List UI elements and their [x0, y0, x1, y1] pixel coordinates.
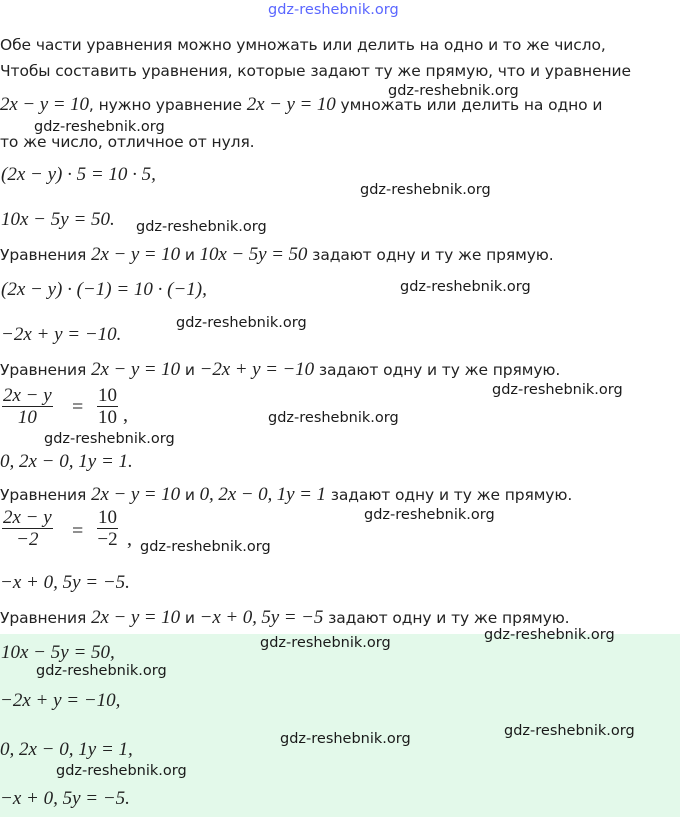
- step4-equation-2: −x + 0, 5y = −5.: [0, 572, 130, 593]
- intro-line-4: то же число, отличное от нуля.: [0, 133, 255, 151]
- conclusion-suffix: задают одну и ту же прямую.: [318, 361, 561, 379]
- fraction-numerator: 10: [98, 385, 117, 406]
- step4-fraction-left: [2, 508, 53, 551]
- watermark: gdz-reshebnik.org: [400, 279, 531, 295]
- fraction-numerator: 2x − y: [3, 507, 52, 528]
- conclusion-equation-2: 10x − 5y = 50: [199, 244, 308, 265]
- step4-conclusion: [0, 607, 570, 629]
- watermark: gdz-reshebnik.org: [36, 663, 167, 679]
- watermark: gdz-reshebnik.org: [492, 382, 623, 398]
- intro-equation-2: 2x − y = 10: [246, 94, 336, 115]
- conclusion-and: и: [184, 486, 195, 504]
- intro-equation: 2x − y = 10: [0, 94, 89, 115]
- conclusion-suffix: задают одну и ту же прямую.: [312, 246, 554, 264]
- fraction-denominator: 10: [98, 407, 117, 428]
- answer-equation-4: −x + 0, 5y = −5.: [0, 788, 130, 809]
- step3-conclusion: [0, 484, 572, 506]
- conclusion-prefix: Уравнения: [0, 246, 87, 264]
- watermark: gdz-reshebnik.org: [56, 763, 187, 779]
- fraction-denominator: −2: [16, 529, 39, 550]
- step2-equation-2: −2x + y = −10.: [1, 324, 122, 345]
- conclusion-equation-1: 2x − y = 10: [91, 359, 180, 380]
- fraction-numerator: 2x − y: [3, 385, 52, 406]
- intro-line-1: Обе части уравнения можно умножать или делить на одно и то же число,: [0, 36, 606, 54]
- step1-equation-2: 10x − 5y = 50.: [1, 209, 115, 230]
- watermark: gdz-reshebnik.org: [504, 723, 635, 739]
- intro-text-2: умножать или делить на одно и: [340, 96, 603, 114]
- conclusion-prefix: Уравнения: [0, 361, 87, 379]
- conclusion-equation-2: −x + 0, 5y = −5: [199, 607, 324, 628]
- conclusion-prefix: Уравнения: [0, 609, 87, 627]
- watermark: gdz-reshebnik.org: [364, 507, 495, 523]
- watermark: gdz-reshebnik.org: [280, 731, 411, 747]
- conclusion-prefix: Уравнения: [0, 486, 87, 504]
- step3-comma: ,: [123, 404, 128, 426]
- step2-equation-1: (2x − y) · (−1) = 10 · (−1),: [1, 279, 207, 300]
- watermark: gdz-reshebnik.org: [136, 219, 267, 235]
- conclusion-equation-1: 2x − y = 10: [91, 607, 180, 628]
- step3-equals: =: [72, 396, 84, 418]
- conclusion-and: и: [184, 246, 195, 264]
- step3-fraction-right: [97, 386, 118, 429]
- answer-equation-1: 10x − 5y = 50,: [1, 642, 115, 663]
- watermark: gdz-reshebnik.org: [140, 539, 271, 555]
- watermark: gdz-reshebnik.org: [360, 182, 491, 198]
- watermark: gdz-reshebnik.org: [484, 627, 615, 643]
- step1-conclusion: [0, 244, 554, 266]
- fraction-denominator: −2: [97, 529, 118, 550]
- step3-fraction-left: [2, 386, 53, 429]
- watermark: gdz-reshebnik.org: [268, 410, 399, 426]
- fraction-denominator: 10: [17, 407, 37, 428]
- step1-equation-1: (2x − y) · 5 = 10 · 5,: [1, 164, 156, 185]
- step4-fraction-right: [97, 508, 118, 551]
- watermark: gdz-reshebnik.org: [388, 83, 519, 99]
- watermark: gdz-reshebnik.org: [176, 315, 307, 331]
- watermark: gdz-reshebnik.org: [44, 431, 175, 447]
- conclusion-equation-2: 0, 2x − 0, 1y = 1: [199, 484, 326, 505]
- conclusion-and: и: [184, 361, 195, 379]
- fraction-numerator: 10: [98, 507, 117, 528]
- answer-equation-3: 0, 2x − 0, 1y = 1,: [0, 739, 133, 760]
- intro-text: , нужно уравнение: [88, 96, 242, 114]
- step2-conclusion: [0, 359, 560, 381]
- answer-equation-2: −2x + y = −10,: [0, 690, 121, 711]
- header-watermark: gdz-reshebnik.org: [268, 2, 399, 18]
- watermark: gdz-reshebnik.org: [260, 635, 391, 651]
- watermark: gdz-reshebnik.org: [34, 119, 165, 135]
- conclusion-and: и: [184, 609, 195, 627]
- conclusion-suffix: задают одну и ту же прямую.: [328, 609, 570, 627]
- conclusion-equation-2: −2x + y = −10: [199, 359, 314, 380]
- step3-equation-2: 0, 2x − 0, 1y = 1.: [0, 451, 133, 472]
- step4-equals: =: [72, 520, 84, 542]
- conclusion-equation-1: 2x − y = 10: [91, 484, 180, 505]
- conclusion-equation-1: 2x − y = 10: [91, 244, 180, 265]
- intro-line-2: Чтобы составить уравнения, которые задают ту же прямую, что и уравнение: [0, 62, 631, 80]
- step4-comma: ,: [127, 528, 132, 550]
- conclusion-suffix: задают одну и ту же прямую.: [330, 486, 573, 504]
